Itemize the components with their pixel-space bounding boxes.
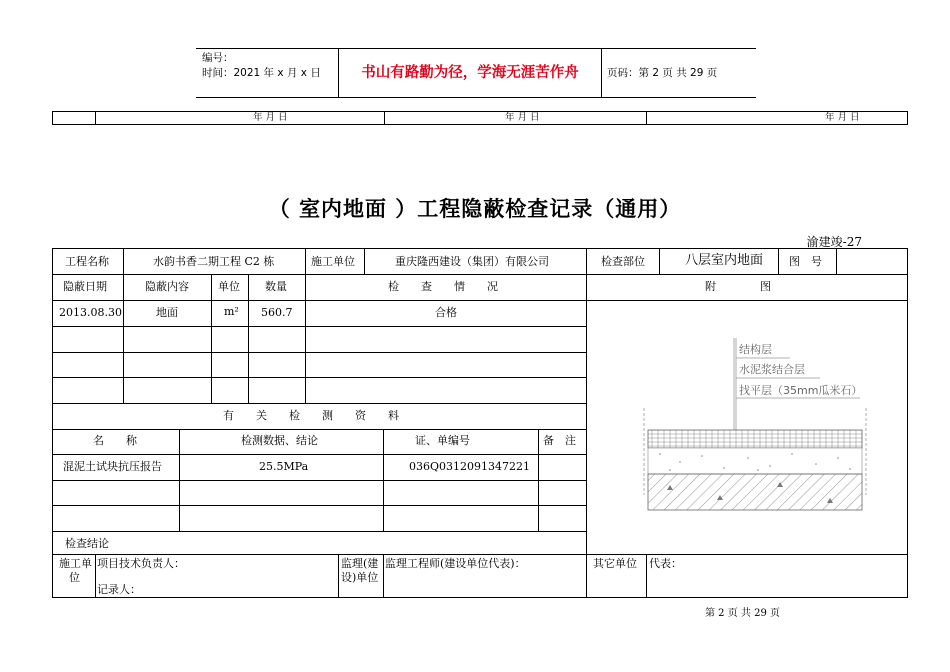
related-docs-label: 有 关 检 测 资 料 [223, 409, 399, 422]
sign-recorder: 记录人： [97, 583, 141, 596]
layer-label-slurry: 水泥浆结合层 [739, 363, 805, 376]
date-field-2: 年 月 日 [505, 112, 540, 123]
row1-content: 地面 [156, 306, 178, 319]
form-code: 渝建竣-27 [806, 235, 862, 249]
row1-check: 合格 [435, 306, 457, 319]
time-label: 时间：2021 年 x 月 x 日 [202, 67, 321, 79]
sub-col-name: 名 称 [93, 434, 137, 447]
date-row [52, 111, 908, 125]
conclusion-label: 检查结论 [65, 537, 109, 550]
sign-construction-1: 施工单 [59, 557, 92, 570]
drawing-no-label: 图 号 [789, 255, 822, 268]
col-unit: 单位 [218, 280, 240, 293]
sign-project-lead: 项目技术负责人： [97, 557, 185, 570]
project-name-label: 工程名称 [65, 255, 109, 268]
row1-qty: 560.7 [261, 306, 293, 319]
construction-unit-value: 重庆隆西建设（集团）有限公司 [395, 255, 549, 268]
col-content: 隐蔽内容 [145, 280, 189, 293]
layer-label-screed: 找平层（35mm瓜米石） [739, 384, 863, 397]
doc-header [196, 48, 756, 98]
construction-unit-label: 施工单位 [311, 255, 355, 268]
floor-section-drawing [640, 330, 870, 520]
page-info: 页码：第 2 页 共 29 页 [607, 67, 718, 79]
page-footer: 第 2 页 共 29 页 [705, 608, 780, 619]
sub-row1-cert: 036Q0312091347221 [409, 460, 530, 473]
date-field-3: 年 月 日 [825, 112, 860, 123]
layer-label-structure: 结构层 [739, 343, 772, 356]
sign-other: 其它单位 [593, 557, 637, 570]
sign-supervision-2: 设)单位 [341, 571, 379, 584]
date-field-1: 年 月 日 [253, 112, 288, 123]
row1-date: 2013.08.30 [59, 306, 122, 319]
col-qty: 数量 [265, 280, 287, 293]
sub-col-data: 检测数据、结论 [241, 434, 318, 447]
form-title: （ 室内地面 ）工程隐蔽检查记录（通用） [268, 197, 682, 221]
sub-row1-name: 混泥土试块抗压报告 [63, 460, 162, 473]
sign-rep: 代表： [649, 557, 682, 570]
sign-supervisor: 监理工程师(建设单位代表)： [385, 557, 526, 570]
sub-row1-data: 25.5MPa [259, 460, 309, 473]
header-meta [196, 49, 338, 97]
row1-unit: m² [224, 305, 239, 318]
project-name-value: 水韵书香二期工程 C2 栋 [153, 255, 275, 268]
inspect-part-label: 检查部位 [601, 255, 645, 268]
sub-col-note: 备 注 [543, 434, 576, 447]
sub-col-cert: 证、单编号 [415, 434, 470, 447]
sign-construction-2: 位 [69, 571, 80, 584]
motto-banner: 书山有路勤为径，学海无涯苦作舟 [338, 49, 602, 97]
col-check: 检 查 情 况 [388, 280, 498, 293]
inspect-part-value: 八层室内地面 [685, 253, 764, 268]
sign-supervision-1: 监理(建 [341, 557, 379, 570]
col-date: 隐蔽日期 [63, 280, 107, 293]
serial-label: 编号： [202, 52, 234, 64]
col-attach: 附 图 [705, 280, 771, 293]
